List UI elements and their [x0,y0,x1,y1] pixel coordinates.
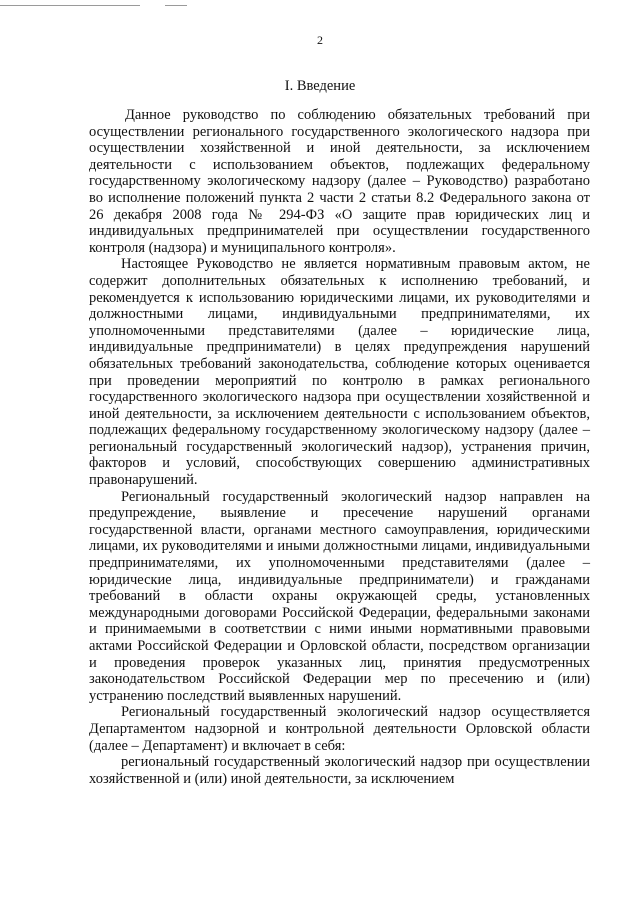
paragraph-supervision-aim: Региональный государственный экологический надзор направлен на предупреждение, выявление и пресечение нарушений органами государственной власти, органами местного самоуправления, юридическими лицами, их руководителями и иными должностными лицами, индивидуальными предпринимателями, их уполномоченными представителями (далее – юридические лица, индивидуальные предприниматели) и гражданами требований в области охраны окружающей среды, установленных международными договорами Российской Федерации, федеральными законами и принимаемыми в соответствии с ними иными нормативными правовыми актами Российской Федерации и Орловской области, посредством организации и проведения проверок указанных лиц, принятия предусмотренных законодательством Российской Федерации мер по пресечению и (или) устранению последствий выявленных нарушений. [89,488,590,704]
section-title: I. Введение [284,78,356,94]
page-number: 2 [317,33,323,47]
paragraph-guide-purpose: Данное руководство по соблюдению обязательных требований при осуществлении регионального государственного экологического надзора при осуществлении хозяйственной и иной деятельности, за исключением деятельности с использованием объектов, подлежащих федеральному государственному экологическому надзору (далее – Руководство) разработано во исполнение положений пункта 2 части 2 статьи 8.2 Федерального закона от 26 декабря 2008 года № 294-ФЗ «О защите прав юридических лиц и индивидуальных предпринимателей при осуществлении государственного контроля (надзора) и муниципального контроля». [89,107,590,256]
paragraph-supervision-scope: региональный государственный экологический надзор при осуществлении хозяйственной и (или) иной деятельности, за исключением [89,754,590,787]
paragraph-guide-status: Настоящее Руководство не является нормативным правовым актом, не содержит дополнительных обязательных к исполнению требований, и рекомендуется к использованию юридическими лицами, их руководителями и должностными лицами, индивидуальными предпринимателями, их уполномоченными представителями (далее – юридические лица, индивидуальные предприниматели) в целях предупреждения нарушений обязательных требований законодательства, соблюдение которых оценивается при проведении мероприятий по контролю в рамках регионального государственного экологического надзора при осуществлении хозяйственной и иной деятельности, за исключением деятельности с использованием объектов, подлежащих федеральному государственному экологическому надзору (далее – региональный государственный экологический надзор), устранения причин, факторов и условий, способствующих совершению административных правонарушений. [89,256,590,489]
document-body [89,107,590,787]
paragraph-supervision-authority: Региональный государственный экологический надзор осуществляется Департаментом надзорной и контрольной деятельности Орловской области (далее – Департамент) и включает в себя: [89,704,590,754]
scan-edge-line-left [0,5,140,6]
scan-edge-line-right [165,5,187,6]
